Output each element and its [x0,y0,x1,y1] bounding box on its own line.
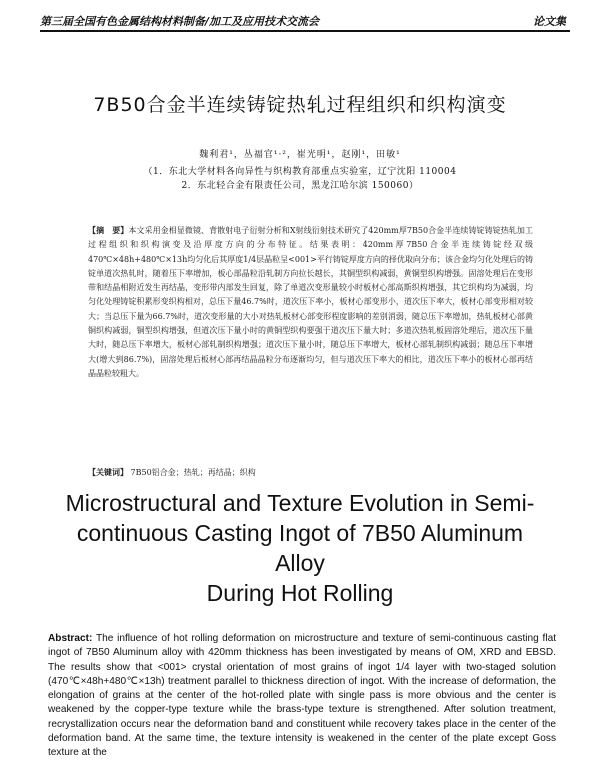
chinese-keywords [88,467,533,478]
english-abstract-text: The influence of hot rolling deformation on microstructure and texture of semi-continuous casting flat ingot of 7B50 Aluminum alloy with 420mm thickness has been investigated by means of OM, XRD and EBSD. The results show that <001> crystal orientation of most grains of ingot 1/4 layer with two-staged solution (470℃×48h+480℃×13h) treatment parallel to thickness direction of ingot. With the increase of deformation, the elongation of grains at the center of the hot-rolled plate with single pass is more obvious and the center is weakened by the copper-type texture while the brass-type texture is strengthened. After solution treatment, recrystallization occurs near the deformation band and constituent while recovery takes place in the center of the deformation band. At the same time, the texture intensity is weakened in the center of the plate except Goss texture at the [48,633,556,759]
english-title-line-1: Microstructural and Texture Evolution in Semi- [65,490,535,516]
english-title-line-3: During Hot Rolling [206,580,394,606]
affiliation-2: 2．东北轻合金有限责任公司，黑龙江哈尔滨 150060） [181,181,419,191]
english-abstract [48,632,556,761]
authors: 魏利君¹，丛福官¹·²，崔光明¹，赵刚¹，田敏¹ [199,150,401,160]
chinese-keywords-text: 7B50铝合金；热轧；再结晶；织构 [130,468,256,477]
chinese-abstract-label: 【摘 要】 [88,225,129,235]
english-title-line-2: continuous Casting Ingot of 7B50 Aluminum Alloy [76,520,524,576]
english-abstract-label: Abstract: [48,633,93,644]
chinese-abstract-text: 本文采用金相显微镜、背散射电子衍射分析和X射线衍射技术研究了420mm厚7B50合金半连续铸锭铸锭热轧加工过程组织和织构演变及沿厚度方向的分布特征。结果表明：420mm厚7B50合金半连续铸锭经双级470℃×48h+480℃×13h均匀化后其厚度1/4层晶粒呈<001>平行铸锭厚度方向的择优取向分布；该合金均匀化处理后的铸锭单道次热轧时，随着压下率增加，板心部晶粒沿轧制方向拉长越长，其铜型织构减弱，黄铜型织构增强。固溶处理后在变形带和结晶相附近发生再结晶，变形带内部发生回复，除了单道次变形量较小时板材心部高斯织构增强，其它织构均为减弱，均匀化处理铸锭积累形变织构相对，总压下量46.7%时，道次压下率小，板材心部变形小，道次压下率大，板材心部变形相对较大；当总压下量为66.7%时，道次变形量的大小对热轧板材心部变形程度影响的差别消弱，随总压下率增加，热轧板材心部黄铜织构减弱，铜型织构增强，但道次压下量小时的黄铜型织构要强于道次压下量大时；多道次热轧板固溶处理后，道次压下量大时，随总压下率增大，板材心部轧制织构增强；道次压下量小时，随总压下率增大，板材心部轧制织构减弱；随总压下率增大(增大到86.7%)，固溶处理后板材心部再结晶晶粒分布逐渐均匀，但与道次压下率大的相比，道次压下率小的板材心部再结晶晶粒较粗大。 [88,226,534,378]
running-header [40,10,570,32]
chinese-title: 7B50合金半连续铸锭热轧过程组织和织构演变 [93,94,507,116]
chinese-keywords-label: 【关键词】 [88,467,128,477]
chinese-abstract [88,223,533,381]
proceedings-label: 论文集 [533,15,566,28]
english-title [60,488,540,608]
affiliation-1: （1．东北大学材料各向异性与织构教育部重点实验室，辽宁沈阳 110004 [143,167,457,177]
conference-name: 第三届全国有色金属结构材料制备/加工及应用技术交流会 [40,15,320,28]
